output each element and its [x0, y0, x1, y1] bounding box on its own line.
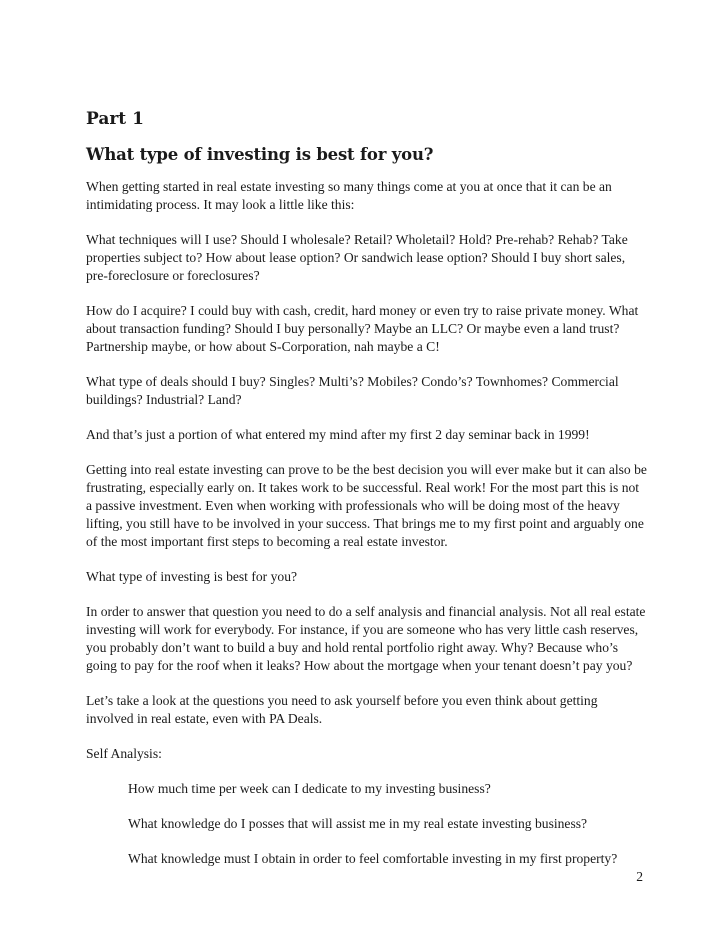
question-time: How much time per week can I dedicate to my investing business? — [128, 781, 491, 796]
paragraph-question-restated: What type of investing is best for you? — [86, 569, 298, 584]
page-number: 2 — [636, 869, 643, 884]
page-content — [86, 108, 648, 885]
paragraph-lets-look: Let’s take a look at the questions you need to ask yourself before you even think about getting involved in real estate, even with PA Deals. — [86, 693, 598, 726]
paragraph-deals: What type of deals should I buy? Singles? Multi’s? Mobiles? Condo’s? Townhomes? Commercial buildings? Industrial? Land? — [86, 374, 619, 407]
question-knowledge-needed: What knowledge must I obtain in order to feel comfortable investing in my first property? — [128, 851, 618, 866]
paragraph-acquire: How do I acquire? I could buy with cash, credit, hard money or even try to raise private money. What about transaction funding? Should I buy personally? Maybe an LLC? Or maybe even a land trust? Partnership maybe, or how about S-Corporation, nah maybe a C! — [86, 303, 639, 354]
paragraph-techniques: What techniques will I use? Should I wholesale? Retail? Wholetail? Hold? Pre-rehab? Rehab? Take properties subject to? How about lease option? Or sandwich lease option? Should I buy short sales, pre-foreclosure or foreclosures? — [86, 232, 628, 283]
paragraph-intro: When getting started in real estate investing so many things come at you at once that it can be an intimidating process. It may look a little like this: — [86, 179, 612, 212]
chapter-title: What type of investing is best for you? — [86, 145, 434, 164]
paragraph-self-analysis-intro: In order to answer that question you need to do a self analysis and financial analysis. Not all real estate investing will work for everybody. For instance, if you are someone who has very little cash reserves, you probably don’t want to build a buy and hold rental portfolio right away. Why? Because who’s going to pay for the roof when it leaks? How about the mortgage when your tenant doesn’t pay you? — [86, 604, 646, 673]
paragraph-getting-into: Getting into real estate investing can prove to be the best decision you will ever make but it can also be frustrating, especially early on. It takes work to be successful. Real work! For the most part this is not a passive investment. Even when working with professionals who will be doing most of the heavy lifting, you still have to be involved in your success. That brings me to my first point and arguably one of the most important first steps to becoming a real estate investor. — [86, 462, 647, 549]
part-label: Part 1 — [86, 109, 144, 129]
paragraph-seminar: And that’s just a portion of what entered my mind after my first 2 day seminar back in 1999! — [86, 427, 590, 442]
question-knowledge-possessed: What knowledge do I posses that will assist me in my real estate investing business? — [128, 816, 588, 831]
self-analysis-heading: Self Analysis: — [86, 746, 162, 761]
